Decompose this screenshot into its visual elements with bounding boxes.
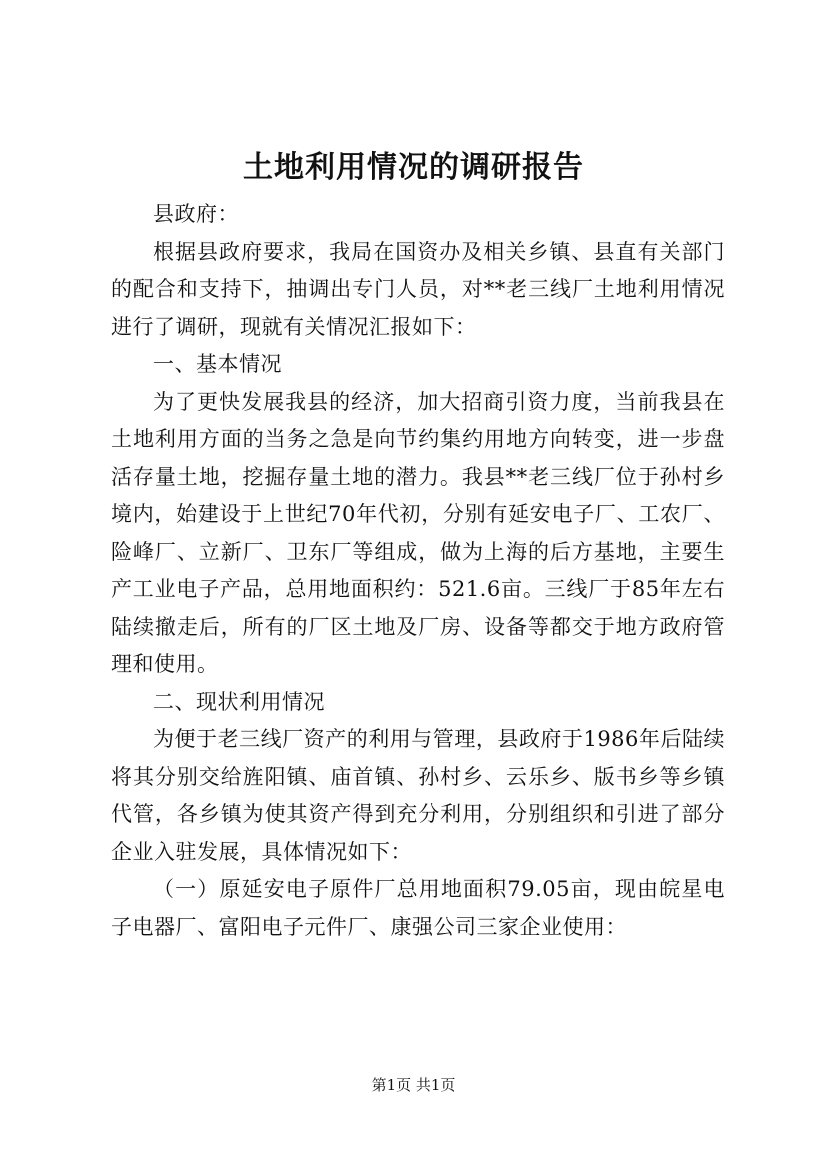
page-footer: 第1页 共1页 bbox=[371, 1076, 456, 1094]
current-use-paragraph: 为便于老三线厂资产的利用与管理，县政府于1986年后陆续将其分别交给旌阳镇、庙首镇、孙村乡、云乐乡、版书乡等乡镇代管，各乡镇为使其资产得到充分利用，分别组织和引进了部分企业入驻发展，具体情况如下： bbox=[111, 727, 725, 864]
basic-situation-paragraph: 为了更快发展我县的经济，加大招商引资力度，当前我县在土地利用方面的当务之急是向节约集约用地方向转变，进一步盘活存量土地，挖掘存量土地的潜力。我县**老三线厂位于孙村乡境内，始建设于上世纪70年代初，分别有延安电子厂、工农厂、险峰厂、立新厂、卫东厂等组成，做为上海的后方基地，主要生产工业电子产品，总用地面积约：521.6亩。三线厂于85年左右陆续撤走后，所有的厂区土地及厂房、设备等都交于地方政府管理和使用。 bbox=[111, 389, 725, 676]
salutation: 县政府： bbox=[153, 202, 239, 226]
document-title: 土地利用情况的调研报告 bbox=[243, 150, 584, 185]
subsection-yanan-factory: （一）原延安电子原件厂总用地面积79.05亩，现由皖星电子电器厂、富阳电子元件厂、康强公司三家企业使用： bbox=[111, 877, 725, 939]
intro-paragraph: 根据县政府要求，我局在国资办及相关乡镇、县直有关部门的配合和支持下，抽调出专门人员，对**老三线厂土地利用情况进行了调研，现就有关情况汇报如下： bbox=[111, 239, 725, 339]
document-body bbox=[111, 196, 725, 946]
section-heading-basic: 一、基本情况 bbox=[153, 352, 282, 376]
section-heading-current-use: 二、现状利用情况 bbox=[153, 689, 325, 714]
